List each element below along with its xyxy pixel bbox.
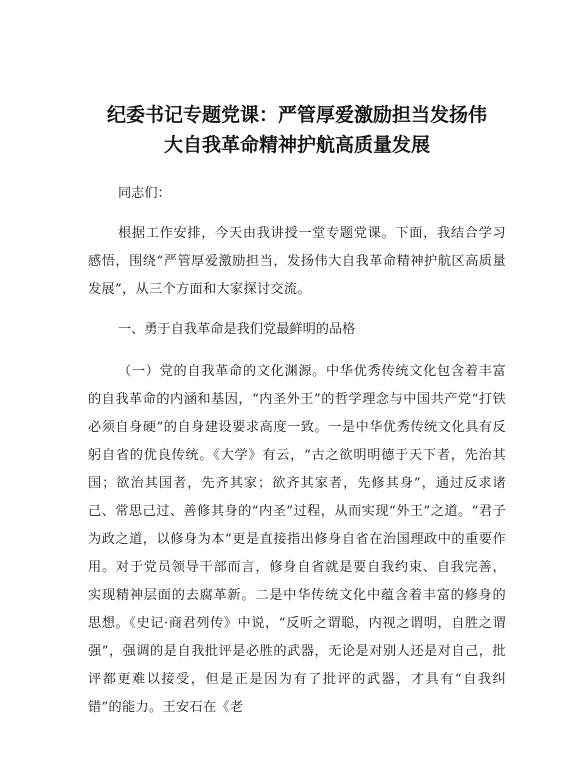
title-line-2: 大自我革命精神护航高质量发展	[163, 134, 430, 156]
document-title	[88, 100, 506, 160]
salutation: 同志们：	[118, 186, 171, 201]
section-1-paragraph-1: （一）党的自我革命的文化渊源。中华优秀传统文化包含着丰富的自我革命的内涵和基因，“内圣外王”的哲学理念与中国共产党“打铁必须自身硬”的自身建设要求高度一致。一是中华优秀传统文化具有反躬自省的优良传统。《大学》有云，“古之欲明明德于天下者，先治其国；欲治其国者，先齐其家；欲齐其家者，先修其身”，通过反求诸己、常思己过、善修其身的“内圣”过程，从而实现“外王”之道。“君子为政之道，以修身为本”更是直接指出修身自省在治国理政中的重要作用。对于党员领导干部而言，修身自省就是要自我约束、自我完善，实现精神层面的去腐革新。二是中华传统文化中蕴含着丰富的修身的思想。《史记·商君列传》中说，“反听之谓聪，内视之谓明，自胜之谓强”，强调的是自我批评是必胜的武器，无论是对别人还是对自己，批评都更难以接受，但是正是因为有了批评的武器，才具有“自我纠错”的能力。王安石在《老	[88, 364, 506, 715]
title-line-1: 纪委书记专题党课：严管厚爱激励担当发扬伟	[106, 104, 487, 126]
document-page	[88, 100, 506, 722]
intro-paragraph: 根据工作安排，今天由我讲授一堂专题党课。下面，我结合学习感悟，围绕“严管厚爱激励担当，发扬伟大自我革命精神护航区高质量发展”，从三个方面和大家探讨交流。	[88, 226, 506, 297]
section-heading-1: 一、勇于自我革命是我们党最鲜明的品格	[118, 322, 356, 337]
